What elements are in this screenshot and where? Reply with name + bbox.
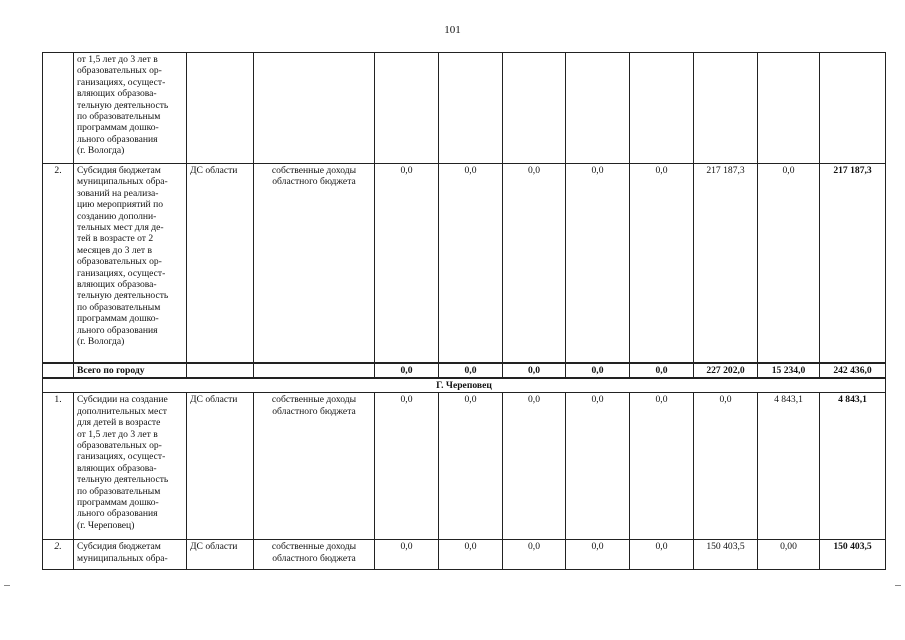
funding-cell: собственные доходы областного бюджета [254,540,375,570]
page-number: 101 [444,24,461,36]
value-cell: 0,0 [439,393,503,540]
description-cell: Субсидии на создание дополнительных мест для детей в возрасте от 1,5 лет до 3 лет в образовательных ор- ганизациях, осущест- вляющих образова- тельную деятельность по образовательным программам дошко- льного образования (г. Череповец) [74,393,187,540]
left-edge-mark [4,585,10,586]
value-cell: 0,0 [566,164,630,363]
value-cell: 217 187,3 [694,164,758,363]
value-cell: 0,0 [630,164,694,363]
value-cell: 0,0 [694,393,758,540]
table-row [43,53,886,164]
value-cell: 0,0 [375,540,439,570]
city-header-row [43,378,886,393]
value-cell: 0,0 [375,363,439,378]
value-cell: 0,0 [566,393,630,540]
value-cell: 150 403,5 [694,540,758,570]
city-total-row [43,363,886,378]
value-cell [503,53,566,164]
row-number [43,53,74,164]
value-cell [630,53,694,164]
value-cell: 0,0 [630,393,694,540]
total-value-cell: 150 403,5 [820,540,886,570]
source-cell [187,53,254,164]
value-cell: 0,0 [630,363,694,378]
total-label: Всего по городу [74,363,187,378]
total-value-cell: 217 187,3 [820,164,886,363]
value-cell: 0,0 [503,164,566,363]
value-cell [694,53,758,164]
row-number: 2. [43,164,74,363]
value-cell: 0,0 [439,164,503,363]
value-cell: 0,0 [375,164,439,363]
value-cell: 0,0 [375,393,439,540]
row-number: 2. [43,540,74,570]
value-cell: 0,0 [566,540,630,570]
funding-cell [254,363,375,378]
funding-cell: собственные доходы областного бюджета [254,393,375,540]
row-number: 1. [43,393,74,540]
table-row [43,393,886,540]
description-cell: от 1,5 лет до 3 лет в образовательных ор- ганизациях, осущест- вляющих образова- тельную деятельность по образовательным программам дошко- льного образования (г. Вологда) [74,53,187,164]
source-cell [187,363,254,378]
value-cell: 0,0 [439,540,503,570]
budget-table [42,52,886,570]
value-cell: 0,0 [758,164,820,363]
source-cell: ДС области [187,164,254,363]
value-cell [439,53,503,164]
funding-cell [254,53,375,164]
value-cell: 227 202,0 [694,363,758,378]
source-cell: ДС области [187,540,254,570]
value-cell [758,53,820,164]
source-cell: ДС области [187,393,254,540]
table-row [43,540,886,570]
value-cell: 0,0 [566,363,630,378]
value-cell: 0,0 [503,540,566,570]
value-cell: 15 234,0 [758,363,820,378]
value-cell: 0,0 [630,540,694,570]
right-edge-mark [895,585,901,586]
value-cell: 4 843,1 [758,393,820,540]
value-cell: 0,0 [503,363,566,378]
total-value-cell: 4 843,1 [820,393,886,540]
value-cell [566,53,630,164]
description-cell: Субсидия бюджетам муниципальных обра- зований на реализа- цию мероприятий по созданию дополни- тельных мест для де- тей в возрасте от 2 месяцев до 3 лет в образовательных ор- ганизациях, осущест- вляющих образова- тельную деятельность по образовательным программам дошко- льного образования (г. Вологда) [74,164,187,363]
value-cell: 0,0 [439,363,503,378]
total-value-cell [820,53,886,164]
row-number [43,363,74,378]
table-row [43,164,886,363]
value-cell [375,53,439,164]
funding-cell: собственные доходы областного бюджета [254,164,375,363]
total-value-cell: 242 436,0 [820,363,886,378]
value-cell: 0,00 [758,540,820,570]
value-cell: 0,0 [503,393,566,540]
description-cell: Субсидия бюджетам муниципальных обра- [74,540,187,570]
city-heading: Г. Череповец [43,378,886,393]
